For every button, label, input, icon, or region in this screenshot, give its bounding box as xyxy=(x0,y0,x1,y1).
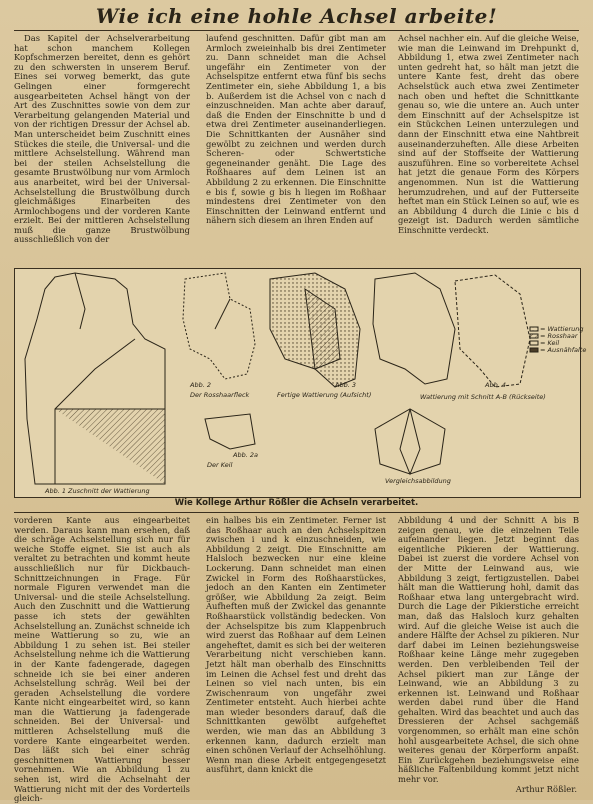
legend-item-1: = Wattierung xyxy=(540,325,584,333)
abb1-drawing xyxy=(25,273,165,484)
legend-marks xyxy=(530,327,538,352)
label-abb3: Abb. 3 xyxy=(335,381,356,389)
label-fertig: Fertige Wattierung (Aufsicht) xyxy=(277,391,372,399)
label-keil: Der Keil xyxy=(207,461,233,469)
top-column-2 xyxy=(206,34,386,266)
label-abb4: Abb. 4 xyxy=(485,381,506,389)
top-column-2-text: laufend geschnitten. Dafür gibt man am Armloch zweieinhalb bis drei Zentimeter zu. Dann schneidet man die Achsel ungefähr ein Zentimeter von der Achselspitze entfernt etwa fünf bis sechs Zentimeter ein, siehe Abbildung 1, a bis b. Außerdem ist die Achsel von c nach d einzuschneiden. Man achte aber darauf, daß die Enden der Einschnitte b und d etwa drei Zentimeter auseinanderliegen. Die Schnittkanten der Ausnäher sind gewölbt zu zeichnen und werden durch Scheren- oder Schwertstiche gegeneinander genäht. Die Lage des Roßhaares auf dem Leinen ist an Abbildung 2 zu erkennen. Die Einschnitte e bis f, sowie g bis h liegen im Roßhaar mindestens drei Zentimeter von den Einschnitten der Leinwand entfernt und nähern sich diesem an ihren Enden auf xyxy=(206,33,386,226)
title-rule xyxy=(14,30,579,31)
bottom-column-2 xyxy=(206,516,386,794)
legend-item-4: = Ausnähfalte xyxy=(540,346,587,354)
bottom-column-1 xyxy=(14,515,190,804)
top-column-1-text: Das Kapitel der Achselverarbeitung hat schon manchem Kollegen Kopfschmerzen bereitet, denn es gehört zu den schwersten in unserem Beruf. Eines sei vorweg bemerkt, das gute Gelingen einer formgerecht ausgearbeiteten Achsel hängt von der Art des Zuschnittes sowie von dem zur Verarbeitung gelangenden Material und von der richtigen Dressur der Achsel ab. Man unterscheidet beim Zuschnitt eines Stückes die steile, die Universal- und die mittlere Achselstellung. Während man bei der steilen Achselstellung die gesamte Brustwölbung nur vom Armloch aus anarbeitet, wird bei der Universal-Achselstellung die Brustwölbung durch gleichmäßiges Einarbeiten des Armlochbogens und der vorderen Kante erzielt. Bei der mittleren Achselstellung muß die ganze Brustwölbung ausschließlich von der xyxy=(14,33,190,245)
label-wattschnitt: Wattierung mit Schnitt A-B (Rückseite) xyxy=(420,393,546,401)
author-signature: Arthur Rößler. xyxy=(515,784,577,794)
abb3-drawing xyxy=(270,273,360,387)
abb2a-drawing xyxy=(205,414,255,449)
bottom-column-2-text: ein halbes bis ein Zentimeter. Ferner ist das Roßhaar auch an den Achselspitzen zwischen i und k einzuschneiden, wie Abbildung 2 zeigt. Die Einschnitte am Halsloch bezwecken nur eine kleine Lockerung. Dann schneidet man einen Zwickel in Form des Roßhaarstückes, jedoch an den Kanten ein Zentimeter größer, wie Abbildung 2a zeigt. Beim Aufheften muß der Zwickel das genannte Roßhaarstück vollständig bedecken. Von der Achselspitze bis zum Klappenbruch wird zuerst das Roßhaar auf dem Leinen angeheftet, damit es sich bei der weiteren Verarbeitung nicht verschieben kann. Jetzt hält man oberhalb des Einschnitts im Leinen die Achsel fest und dreht das Leinen so viel nach unten, bis ein Zwischenraum von ungefähr zwei Zentimeter entsteht. Auch hierbei achte man wieder besonders darauf, daß die Schnittkanten gewölbt aufgeheftet werden, wie man das an Abbildung 3 erkennen kann, dadurch erzielt man einen schönen Verlauf der Achselhöhlung. Wenn man diese Arbeit entgegengesetzt ausführt, dann knickt die xyxy=(206,515,386,775)
label-vergleich: Vergleichsabbildung xyxy=(385,477,451,485)
figure-caption: Wie Kollege Arthur Rößler die Achseln verarbeitet. xyxy=(174,498,419,508)
top-column-3 xyxy=(398,34,579,266)
top-column-3-text: Achsel nachher ein. Auf die gleiche Weise, wie man die Leinwand im Drehpunkt d, Abbildung 1, etwa zwei Zentimeter nach unten gedreht hat, so hält man jetzt die untere Kante fest, dreht das obere Achselstück auch etwa zwei Zentimeter nach oben und heftet die Schnittkante genau so, wie die untere an. Auch unter dem Einschnitt auf der Achselspitze ist ein Stückchen Leinen unterzulegen und dann der Einschnitt etwa eine Nahtbreit auseinanderzuheften. Alle diese Arbeiten sind auf der Stoffseite der Wattierung auszuführen. Eine so vorbereitete Achsel hat jetzt die genaue Form des Körpers angenommen. Nun ist die Wattierung herumzudrehen, und auf der Futterseite heftet man ein Stück Leinen so auf, wie es an Abbildung 4 durch die Linie c bis d gezeigt ist. Dadurch werden sämtliche Einschnitte verdeckt. xyxy=(398,33,579,235)
top-column-1 xyxy=(14,34,190,266)
bottom-column-1-text: vorderen Kante aus eingearbeitet werden. Daraus kann man ersehen, daß die schräge Achselstellung sich nur für weiche Stoffe eignet. Sie ist auch als veraltet zu betrachten und kommt heute ausschließlich nur für Dickbauch-Schnittzeichnungen in Frage. Für normale Figuren verwendet man die Universal- und die steile Achselstellung. Auch den Zuschnitt und die Wattierung passe ich stets der gewählten Achselstellung an. Zunächst schneide ich meine Wattierung so zu, wie an Abbildung 1 zu sehen ist. Bei steiler Achselstellung nehme ich die Wattierung in der Kante fadengerade, dagegen schneide ich sie bei einer anderen Achselstellung schräg. Weil bei der geraden Achselstellung die vordere Kante nicht eingearbeitet wird, so kann man die Wattierung ja fadengerade schneiden. Bei der Universal- und mittleren Achselstellung muß die vordere Kante eingearbeitet werden. Das läßt sich bei einer schräg geschnittenen Wattierung besser vornehmen. Wie an Abbildung 1 zu sehen ist, wird die Achselnaht der Wattierung nicht mit der des Vorderteils gleich- xyxy=(14,515,190,804)
pattern-figure xyxy=(14,268,587,498)
article-title: Wie ich eine hohle Achsel arbeite! xyxy=(95,4,498,28)
bottom-column-3 xyxy=(398,516,579,784)
legend-item-3: = Keil xyxy=(540,339,560,347)
label-rosshaar: Der Rosshaarfleck xyxy=(190,391,250,399)
bottom-column-3-text: Abbildung 4 und der Schnitt A bis B zeigen genau, wie die einzelnen Teile aufeinander liegen. Jetzt beginnt das eigentliche Pikieren der Wattierung. Dabei ist zuerst die vordere Achsel von der Mitte der Leinwand aus, wie Abbildung 3 zeigt, fertigzustellen. Dabei hält man die Wattierung hohl, damit das Roßhaar etwa lang untergebracht wird. Durch die Lage der Pikierstiche erreicht man, daß das Halsloch kurz gehalten wird. Auf die gleiche Weise ist auch die andere Hälfte der Achsel zu pikieren. Nur darf dabei im Leinen beziehungsweise Roßhaar keine Länge mehr zugegeben werden. Den verbleibenden Teil der Achsel pikiert man zur Länge der Leinwand, wie an Abbildung 3 zu erkennen ist. Leinwand und Roßhaar werden dabei rund über die Hand gehalten. Wird das beachtet und auch das Dressieren der Achsel sachgemäß vorgenommen, so erhält man eine schön hohl ausgearbeitete Achsel, die sich ohne weiteres genau der Körperform anpaßt. Ein Zurückgehen beziehungsweise eine häßliche Faltenbildung kommt jetzt nicht mehr vor. xyxy=(398,515,579,785)
label-abb2a: Abb. 2a xyxy=(233,451,258,459)
comparison-drawing xyxy=(375,409,445,474)
label-abb1: Abb. 1 Zuschnitt der Wattierung xyxy=(45,487,150,495)
label-abb2: Abb. 2 xyxy=(190,381,211,389)
caption-rule xyxy=(14,512,579,513)
abb2-drawing xyxy=(183,273,255,379)
legend-item-2: = Rosshaar xyxy=(540,332,578,340)
abb4-drawing xyxy=(373,273,530,387)
